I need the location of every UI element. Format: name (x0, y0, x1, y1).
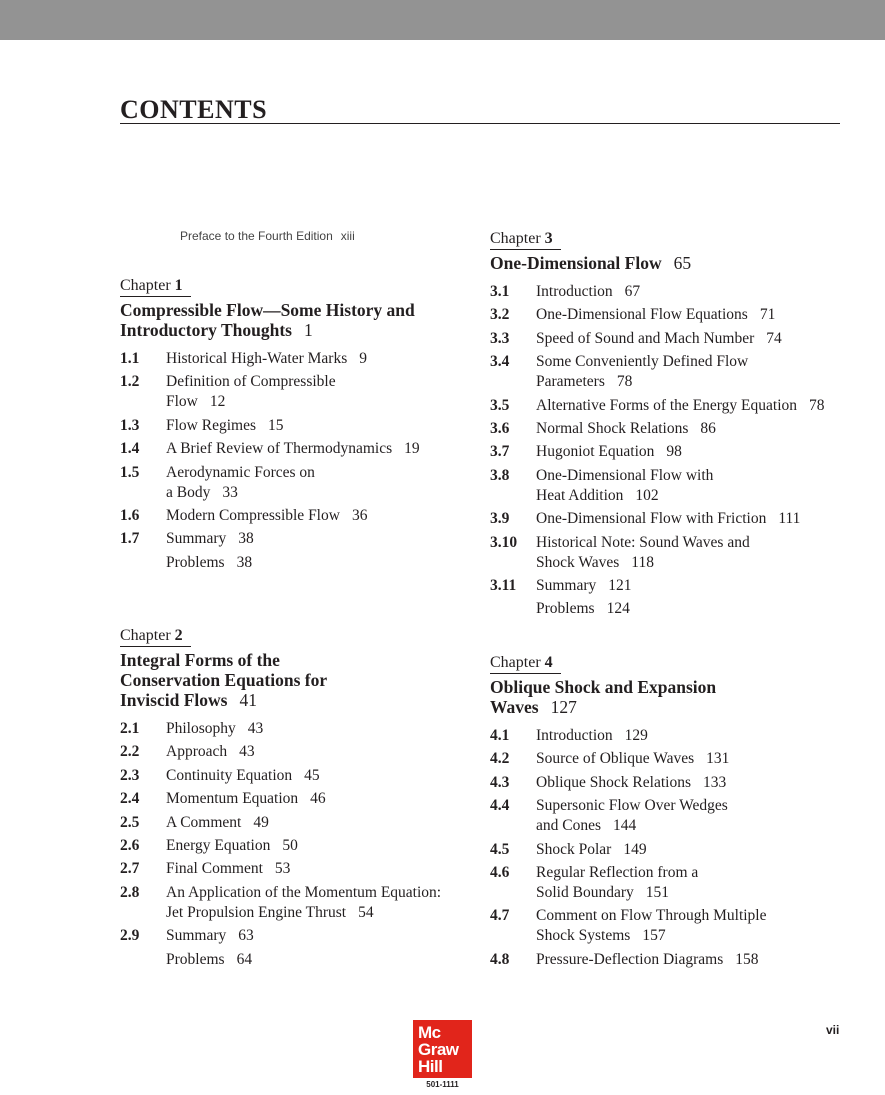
toc-entry[interactable] (490, 599, 850, 619)
toc-entry[interactable] (120, 416, 470, 436)
toc-entry[interactable] (120, 719, 470, 739)
section-number: 2.1 (120, 720, 140, 737)
publisher-code: 501-1111 (426, 1080, 459, 1089)
toc-entry[interactable] (120, 372, 470, 412)
section-page: 46 (310, 790, 326, 808)
section-number (490, 599, 536, 619)
section-page: 121 (608, 576, 632, 594)
section-page: 67 (624, 283, 641, 300)
chapter-title[interactable] (490, 253, 850, 273)
toc-entry[interactable] (490, 282, 850, 302)
section-text (166, 372, 470, 412)
section-page: 129 (624, 727, 648, 744)
chapter-number: 3 (544, 230, 553, 247)
section-title-line: and Cones 144 (536, 817, 637, 835)
section-title-line: Normal Shock Relations 86 (536, 419, 716, 437)
section-list (120, 719, 470, 970)
toc-entry[interactable] (490, 749, 850, 769)
section-number: 4.1 (490, 727, 510, 744)
toc-entry[interactable] (490, 773, 850, 793)
section-title-line: Flow 12 (166, 393, 226, 411)
chapter-title-line: One-Dimensional Flow (490, 253, 662, 273)
section-title-line: Introduction 67 (536, 283, 641, 300)
section-text (166, 349, 470, 369)
section-number: 2.4 (120, 790, 140, 808)
section-title-line: Shock Waves 118 (536, 553, 654, 571)
section-number: 3.6 (490, 419, 510, 437)
header-bar (0, 0, 885, 40)
section-text (536, 396, 850, 416)
section-text (536, 796, 850, 836)
chapter-page: 127 (550, 697, 577, 717)
section-text (536, 840, 850, 860)
section-number: 2.3 (120, 766, 140, 784)
toc-entry[interactable] (120, 766, 470, 786)
section-title-line: Summary 38 (166, 530, 254, 548)
section-number: 3.5 (490, 396, 510, 414)
section-page: 12 (209, 393, 226, 411)
section-page: 64 (236, 950, 253, 968)
section-text (166, 766, 470, 786)
toc-entry[interactable] (120, 506, 470, 526)
preface-entry[interactable] (180, 229, 355, 243)
section-title-line: Historical Note: Sound Waves and (536, 533, 750, 551)
section-number: 3.10 (490, 533, 518, 551)
chapter-title-line: Inviscid Flows (120, 690, 228, 710)
chapter-label (120, 626, 191, 647)
section-list (490, 726, 850, 970)
section-text (536, 509, 850, 529)
section-page: 63 (238, 927, 254, 945)
section-title-line: Jet Propulsion Engine Thrust 54 (166, 903, 374, 921)
chapter-title[interactable] (120, 300, 470, 340)
chapter-title[interactable] (120, 650, 470, 710)
section-title-line: Summary 63 (166, 927, 254, 945)
toc-entry[interactable] (120, 950, 470, 970)
section-text (536, 442, 850, 462)
toc-entry[interactable] (490, 305, 850, 325)
section-page: 71 (759, 306, 776, 324)
section-page: 38 (236, 553, 253, 571)
section-text (166, 836, 470, 856)
toc-entry[interactable] (120, 349, 470, 369)
section-text (166, 553, 470, 573)
chapter-2-block (120, 626, 470, 973)
section-number: 4.8 (490, 950, 510, 968)
chapter-page: 1 (303, 320, 313, 340)
chapter-1-block (120, 276, 470, 576)
section-list (120, 349, 470, 573)
chapter-number: 2 (174, 627, 183, 644)
chapter-word: Chapter (120, 277, 171, 294)
section-text (536, 329, 850, 349)
chapter-title-line: Integral Forms of the (120, 650, 280, 670)
section-text (166, 742, 470, 762)
chapter-title-line: Introductory Thoughts (120, 320, 292, 340)
chapter-label (490, 229, 561, 250)
section-number: 3.4 (490, 353, 510, 371)
section-title-line: Continuity Equation 45 (166, 766, 320, 784)
chapter-title-line: Conservation Equations for (120, 670, 328, 690)
section-title-line: Solid Boundary 151 (536, 883, 669, 901)
section-title-line: Modern Compressible Flow 36 (166, 506, 368, 524)
section-text (166, 416, 470, 436)
section-title-line: One-Dimensional Flow with (536, 466, 714, 484)
section-text (166, 506, 470, 526)
section-page: 15 (268, 416, 284, 434)
section-title-line: Comment on Flow Through Multiple (536, 907, 767, 925)
section-page: 38 (238, 530, 254, 548)
toc-entry[interactable] (120, 926, 470, 946)
toc-entry[interactable] (490, 950, 850, 970)
section-text (536, 466, 850, 506)
section-title-line: One-Dimensional Flow with Friction 111 (536, 510, 801, 528)
section-page: 151 (645, 883, 669, 901)
chapter-3-block (490, 229, 850, 623)
section-number: 3.7 (490, 443, 510, 461)
section-title-line: Shock Systems 157 (536, 927, 666, 945)
section-number: 4.6 (490, 863, 510, 881)
section-title-line: Alternative Forms of the Energy Equation 78 (536, 396, 825, 414)
section-number (120, 950, 166, 970)
section-text (166, 926, 470, 946)
section-title-line: Final Comment 53 (166, 860, 291, 878)
section-title-line: Summary 121 (536, 576, 632, 594)
section-text (166, 719, 470, 739)
section-text (166, 463, 470, 503)
chapter-title-line: Oblique Shock and Expansion (490, 677, 717, 697)
section-title-line: Historical High-Water Marks 9 (166, 350, 368, 367)
section-number: 3.8 (490, 466, 510, 484)
section-page: 19 (404, 440, 420, 458)
section-number: 2.7 (120, 860, 140, 878)
section-title-line: An Application of the Momentum Equation: (166, 883, 442, 901)
section-title-line: Regular Reflection from a (536, 863, 699, 881)
section-page: 144 (613, 817, 637, 835)
section-number: 1.7 (120, 530, 140, 548)
section-number: 1.3 (120, 416, 140, 434)
toc-entry[interactable] (490, 329, 850, 349)
chapter-4-block (490, 653, 850, 973)
section-number: 1.2 (120, 373, 140, 391)
toc-entry[interactable] (490, 840, 850, 860)
toc-entry[interactable] (490, 906, 850, 946)
section-title-line: A Comment 49 (166, 813, 269, 831)
section-title-line: Oblique Shock Relations 133 (536, 773, 727, 791)
section-text (166, 813, 470, 833)
section-text (166, 950, 470, 970)
toc-entry[interactable] (120, 439, 470, 459)
section-number: 4.3 (490, 773, 510, 791)
section-text (536, 599, 850, 619)
section-number: 1.4 (120, 440, 140, 458)
section-text (536, 906, 850, 946)
section-title-line: Flow Regimes 15 (166, 416, 284, 434)
toc-entry[interactable] (490, 533, 850, 573)
section-title-line: Approach 43 (166, 743, 255, 761)
section-page: 133 (703, 773, 727, 791)
toc-entry[interactable] (120, 553, 470, 573)
section-title-line: Heat Addition 102 (536, 486, 659, 504)
section-page: 158 (735, 950, 759, 968)
section-number: 1.5 (120, 463, 140, 481)
section-page: 157 (642, 927, 666, 945)
section-text (536, 419, 850, 439)
section-title-line: Shock Polar 149 (536, 840, 647, 858)
section-text (536, 305, 850, 325)
section-number: 3.1 (490, 283, 510, 300)
section-number: 4.5 (490, 840, 510, 858)
section-text (536, 863, 850, 903)
toc-entry[interactable] (490, 796, 850, 836)
section-number: 2.8 (120, 883, 140, 901)
section-page: 78 (809, 396, 825, 414)
section-title-line: A Brief Review of Thermodynamics 19 (166, 440, 420, 458)
section-text (166, 789, 470, 809)
section-number: 3.9 (490, 510, 510, 528)
section-number: 1.6 (120, 506, 140, 524)
section-number: 3.3 (490, 329, 510, 347)
toc-entry[interactable] (120, 789, 470, 809)
section-title-line: Supersonic Flow Over Wedges (536, 797, 728, 815)
section-title-line: Energy Equation 50 (166, 836, 298, 854)
section-list (490, 282, 850, 619)
section-page: 54 (358, 903, 374, 921)
toc-entry[interactable] (490, 863, 850, 903)
chapter-label (120, 276, 191, 297)
section-text (536, 576, 850, 596)
section-title-line: Introduction 129 (536, 727, 648, 744)
section-title-line: Speed of Sound and Mach Number 74 (536, 329, 782, 347)
section-text (536, 726, 850, 746)
section-page: 53 (274, 860, 291, 878)
section-title-line: Problems 38 (166, 553, 253, 571)
toc-entry[interactable] (120, 463, 470, 503)
section-number: 2.9 (120, 927, 140, 945)
chapter-title[interactable] (490, 677, 850, 717)
chapter-page: 41 (239, 690, 257, 710)
section-number: 2.2 (120, 743, 140, 761)
section-title-line: Problems 124 (536, 600, 630, 618)
section-number: 4.4 (490, 797, 510, 815)
section-title-line: Parameters 78 (536, 373, 633, 391)
chapter-word: Chapter (490, 230, 541, 247)
chapter-title-line: Waves (490, 697, 539, 717)
section-text (536, 950, 850, 970)
toc-entry[interactable] (490, 396, 850, 416)
toc-entry[interactable] (490, 726, 850, 746)
section-text (166, 439, 470, 459)
chapter-number: 4 (544, 654, 553, 671)
toc-entry[interactable] (490, 509, 850, 529)
page-title: CONTENTS (120, 97, 840, 124)
section-title-line: Momentum Equation 46 (166, 790, 326, 808)
section-text (166, 529, 470, 549)
toc-entry[interactable] (490, 352, 850, 392)
section-number: 3.11 (490, 576, 517, 594)
section-page: 86 (700, 419, 716, 437)
section-number: 3.2 (490, 306, 510, 324)
section-page: 118 (631, 553, 654, 571)
toc-entry[interactable] (490, 576, 850, 596)
section-page: 33 (222, 483, 238, 501)
section-title-line: a Body 33 (166, 483, 238, 501)
section-number: 4.7 (490, 907, 510, 925)
section-page: 131 (706, 750, 730, 768)
toc-entry[interactable] (120, 742, 470, 762)
chapter-page: 65 (673, 253, 692, 273)
section-text (536, 773, 850, 793)
toc-entry[interactable] (490, 442, 850, 462)
section-number (120, 553, 166, 573)
toc-entry[interactable] (490, 419, 850, 439)
toc-entry[interactable] (120, 883, 470, 923)
section-page: 78 (616, 373, 633, 391)
preface-label: Preface to the Fourth Edition (180, 229, 333, 243)
section-page: 124 (606, 600, 630, 618)
section-page: 43 (239, 743, 255, 761)
section-number: 4.2 (490, 750, 510, 768)
chapter-word: Chapter (120, 627, 171, 644)
section-page: 9 (359, 350, 368, 367)
toc-entry[interactable] (120, 859, 470, 879)
section-title-line: Definition of Compressible (166, 373, 336, 391)
section-text (536, 282, 850, 302)
toc-entry[interactable] (490, 466, 850, 506)
section-text (166, 859, 470, 879)
section-number: 2.6 (120, 836, 140, 854)
section-page: 45 (304, 766, 320, 784)
preface-page: xiii (340, 229, 355, 243)
section-title-line: Philosophy 43 (166, 720, 264, 737)
section-title-line: Some Conveniently Defined Flow (536, 353, 749, 371)
chapter-word: Chapter (490, 654, 541, 671)
section-text (166, 883, 470, 923)
chapter-label (490, 653, 561, 674)
section-page: 43 (247, 720, 264, 737)
section-page: 49 (253, 813, 269, 831)
section-number: 1.1 (120, 350, 140, 367)
chapter-title-line: Compressible Flow—Some History and (120, 300, 415, 320)
toc-entry[interactable] (120, 813, 470, 833)
toc-entry[interactable] (120, 529, 470, 549)
section-title-line: Aerodynamic Forces on (166, 463, 315, 481)
section-number: 2.5 (120, 813, 140, 831)
section-title-line: Source of Oblique Waves 131 (536, 750, 730, 768)
section-text (536, 352, 850, 392)
section-text (536, 533, 850, 573)
chapter-number: 1 (174, 277, 183, 294)
mcgraw-hill-logo: Mc Graw Hill (413, 1020, 472, 1078)
section-page: 36 (351, 506, 368, 524)
section-text (536, 749, 850, 769)
toc-entry[interactable] (120, 836, 470, 856)
page-number: vii (826, 1023, 840, 1037)
section-title-line: One-Dimensional Flow Equations 71 (536, 306, 776, 324)
section-title-line: Hugoniot Equation 98 (536, 443, 682, 461)
section-page: 102 (635, 486, 659, 504)
section-page: 50 (282, 836, 298, 854)
section-page: 74 (766, 329, 782, 347)
section-page: 111 (778, 510, 801, 528)
section-title-line: Problems 64 (166, 950, 253, 968)
section-page: 98 (666, 443, 682, 461)
section-title-line: Pressure-Deflection Diagrams 158 (536, 950, 759, 968)
section-page: 149 (623, 840, 647, 858)
